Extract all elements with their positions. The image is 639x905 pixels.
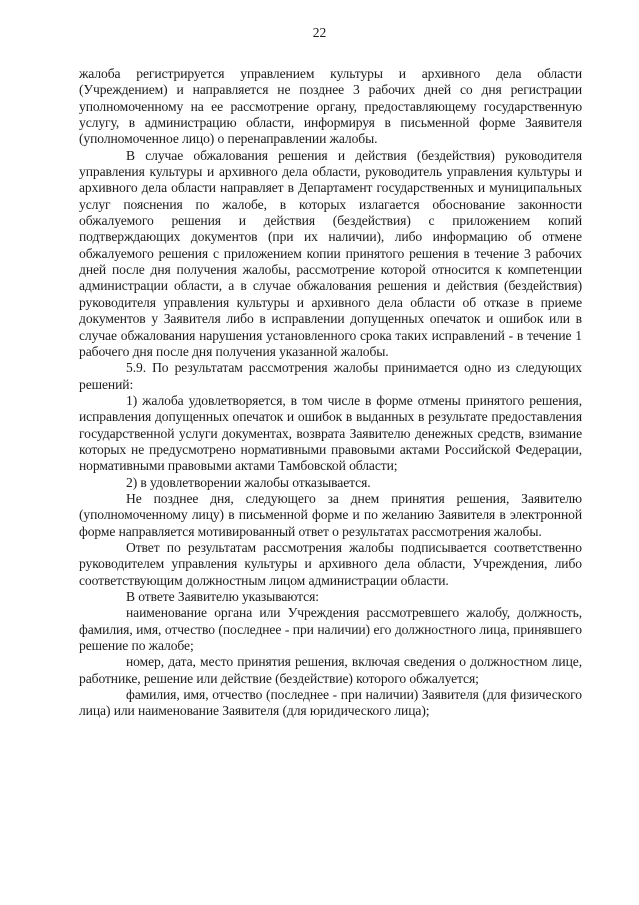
paragraph-response-item-authority: наименование органа или Учреждения рассмотревшего жалобу, должность, фамилия, имя, отчество (последнее - при наличии) его должностного лица, принявшего решение по жалобе; <box>79 605 582 654</box>
paragraph-decision-satisfied: 1) жалоба удовлетворяется, в том числе в форме отмены принятого решения, исправления допущенных опечаток и ошибок в выданных в результате предоставления государственной услуги документах, возврата Заявителю денежных средств, взимание которых не предусмотрено нормативными правовыми актами Российской Федерации, нормативными правовыми актами Тамбовской области; <box>79 392 582 474</box>
paragraph-response-item-applicant-name: фамилия, имя, отчество (последнее - при наличии) Заявителя (для физического лица) или наименование Заявителя (для юридического лица); <box>79 687 582 719</box>
paragraph-response-signature: Ответ по результатам рассмотрения жалобы подписывается соответственно руководителем управления культуры и архивного дела области, Учреждения, либо соответствующим должностным лицом администрации области. <box>79 539 582 588</box>
paragraph-response-item-decision-details: номер, дата, место принятия решения, включая сведения о должностном лице, работнике, решение или действие (бездействие) которого обжалуется; <box>79 654 582 686</box>
paragraph-reasoned-response: Не позднее дня, следующего за днем принятия решения, Заявителю (уполномоченному лицу) в письменной форме и по желанию Заявителя в электронной форме направляется мотивированный ответ о результатах рассмотрения жалобы. <box>79 490 582 539</box>
paragraph-complaint-registration: жалоба регистрируется управлением культуры и архивного дела области (Учреждением) и направляется не позднее 3 рабочих дней со дня регистрации уполномоченному на ее рассмотрение органу, предоставляющему государственную услугу, в администрацию области, информируя в письменной форме Заявителя (уполномоченное лицо) о перенаправлении жалобы. <box>79 66 582 147</box>
document-body <box>79 66 582 720</box>
paragraph-appeal-head-actions: В случае обжалования решения и действия (бездействия) руководителя управления культуры и архивного дела области, руководитель управления культуры и архивного дела области направляет в Департамент государственных и муниципальных услуг пояснения по жалобе, в которых излагается обоснование законности обжалуемого решения и действия (бездействия) с приложением копий подтверждающих документов (при их наличии), либо информацию об отмене обжалуемого решения с приложением копии принятого решения в течение 3 рабочих дней после дня получения жалобы, рассмотрение которой относится к компетенции администрации области, а в случае обжалования решения и действия (бездействия) руководителя управления культуры и архивного дела области об отказе в приеме документов у Заявителя либо в исправлении допущенных опечаток и ошибок или в случае обжалования нарушения установленного срока таких исправлений - в течение 1 рабочего дня после дня получения указанной жалобы. <box>79 147 582 359</box>
paragraph-decision-refused: 2) в удовлетворении жалобы отказывается. <box>126 474 371 490</box>
page-number: 22 <box>312 25 327 40</box>
paragraph-section-5-9: 5.9. По результатам рассмотрения жалобы принимается одно из следующих решений: <box>79 360 582 392</box>
paragraph-response-contents-intro: В ответе Заявителю указываются: <box>126 589 319 604</box>
